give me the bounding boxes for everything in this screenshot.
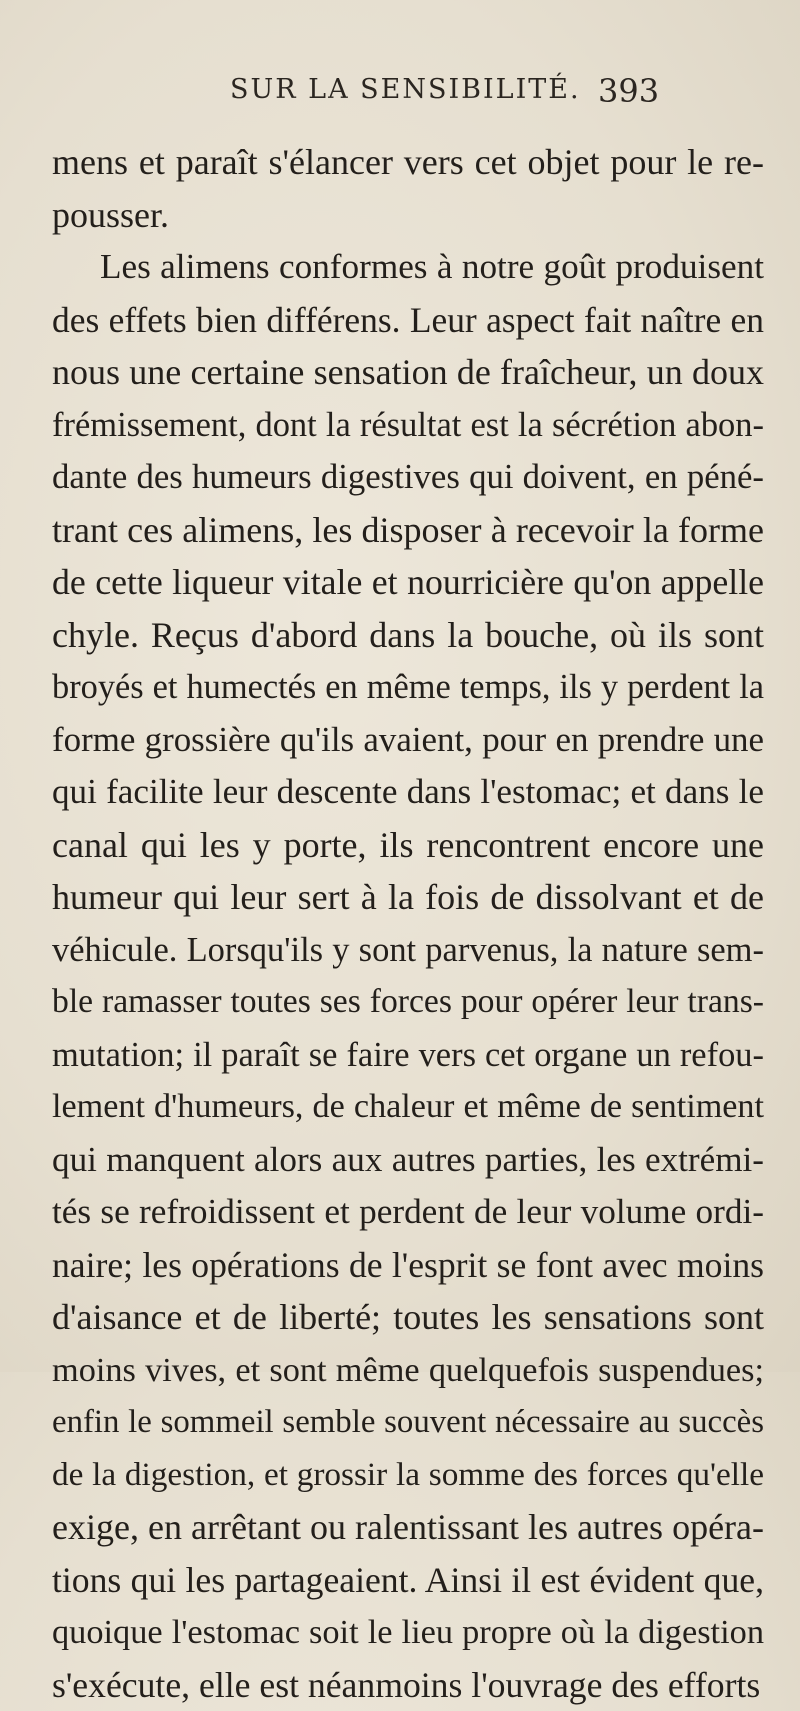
text-line: véhicule. Lorsqu'ils y sont parvenus, la nature sem- [52,924,764,977]
text-line: qui facilite leur descente dans l'estomac; et dans le [52,766,764,819]
text-line: d'aisance et de liberté; toutes les sensations sont [52,1291,764,1344]
text-line: moins vives, et sont même quelquefois suspendues; [52,1344,764,1397]
text-line: enfin le sommeil semble souvent nécessaire au succès [52,1396,764,1449]
running-title: SUR LA SENSIBILITÉ. [230,74,581,105]
text-line: qui manquent alors aux autres parties, les extrémi- [52,1134,764,1187]
text-line: humeur qui leur sert à la fois de dissolvant et de [52,871,764,924]
text-line: naire; les opérations de l'esprit se font avec moins [52,1239,764,1292]
text-line: chyle. Reçus d'abord dans la bouche, où ils sont [52,609,764,662]
text-line: tions qui les partageaient. Ainsi il est évident que, [52,1554,764,1607]
text-line: Les alimens conformes à notre goût produisent [52,241,764,294]
text-line: canal qui les y porte, ils rencontrent encore une [52,819,764,872]
text-line: frémissement, dont la résultat est la sécrétion abon- [52,399,764,452]
text-line: dante des humeurs digestives qui doivent, en péné- [52,451,764,504]
text-line: de la digestion, et grossir la somme des forces qu'elle [52,1449,764,1502]
page-number: 393 [598,72,659,110]
text-line: exige, en arrêtant ou ralentissant les autres opéra- [52,1501,764,1554]
text-line: pousser. [52,189,764,242]
text-line: s'exécute, elle est néanmoins l'ouvrage des efforts [52,1659,764,1711]
text-line: mutation; il paraît se faire vers cet organe un refou- [52,1029,764,1082]
text-line: des effets bien différens. Leur aspect fait naître en [52,294,764,347]
text-line: forme grossière qu'ils avaient, pour en prendre une [52,714,764,767]
text-line: trant ces alimens, les disposer à recevoir la forme [52,504,764,557]
text-line: tés se refroidissent et perdent de leur volume ordi- [52,1186,764,1239]
text-line: mens et paraît s'élancer vers cet objet pour le re- [52,136,764,189]
body-text [52,136,764,1711]
text-line: quoique l'estomac soit le lieu propre où la digestion [52,1606,764,1659]
text-line: nous une certaine sensation de fraîcheur, un doux [52,346,764,399]
text-line: lement d'humeurs, de chaleur et même de sentiment [52,1081,764,1134]
text-line: de cette liqueur vitale et nourricière qu'on appelle [52,556,764,609]
text-line: broyés et humectés en même temps, ils y perdent la [52,661,764,714]
text-line: ble ramasser toutes ses forces pour opérer leur trans- [52,976,764,1029]
